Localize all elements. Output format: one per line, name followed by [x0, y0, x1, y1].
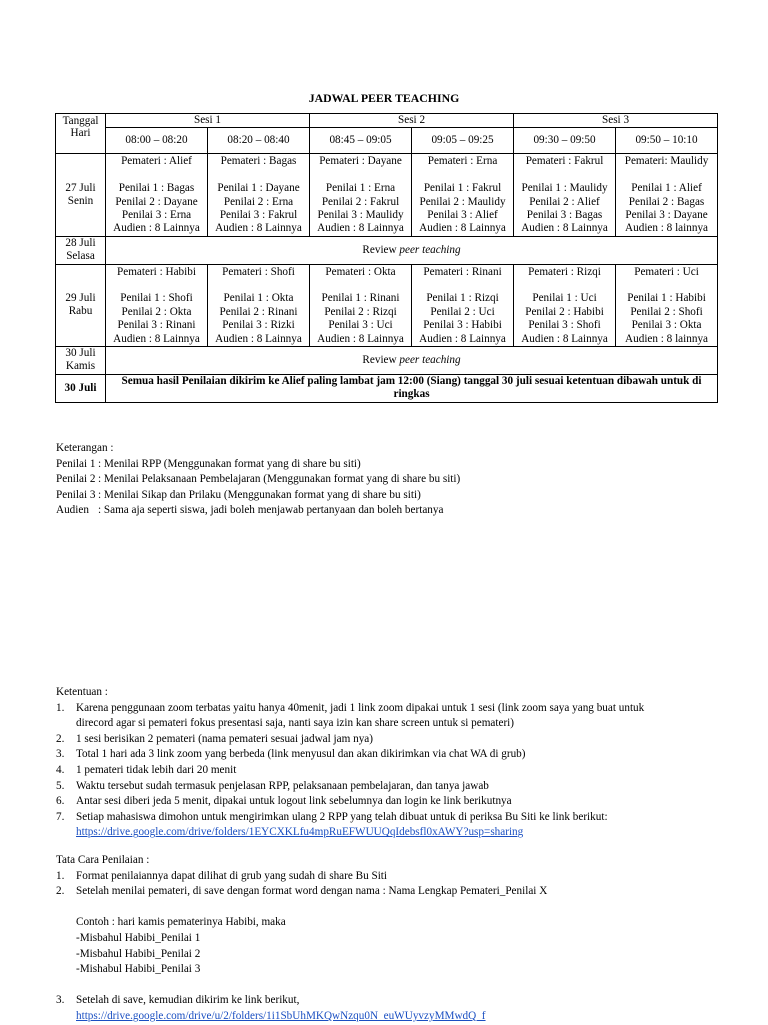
keterangan-text: : Menilai RPP (Menggunakan format yang di share bu siti) [98, 457, 361, 470]
penilai-1: Penilai 1 : Rizqi [426, 292, 499, 305]
audien: Audien : 8 Lainnya [215, 332, 302, 345]
spacer [209, 279, 308, 292]
ketentuan-item [56, 747, 746, 763]
time-slot: 08:20 – 08:40 [208, 128, 310, 154]
penilai-3: Penilai 3 : Rinani [117, 319, 196, 332]
spacer [413, 169, 512, 182]
page-title: JADWAL PEER TEACHING [308, 91, 460, 105]
audien: Audien : 8 Lainnya [419, 222, 506, 235]
keterangan-text: : Menilai Pelaksanaan Pembelajaran (Menggunakan format yang di share bu siti) [98, 473, 461, 486]
spacer [617, 279, 716, 292]
time-slot: 09:05 – 09:25 [412, 128, 514, 154]
item-number: 4. [56, 763, 65, 776]
slot-cell [106, 264, 208, 346]
pemateri: Pemateri : Erna [427, 155, 498, 168]
tata-cara-section [56, 853, 746, 1025]
keterangan-row [56, 457, 736, 473]
submission-drive-link[interactable]: https://drive.google.com/drive/u/2/folders/1i1SbUhMKQwNzqu0N_euWUyvzyMMwdQ_f [76, 1009, 486, 1022]
session-header: Sesi 1 [106, 114, 310, 128]
ketentuan-section [56, 685, 746, 841]
ketentuan-item [56, 763, 746, 779]
penilai-3: Penilai 3 : Rizki [222, 319, 295, 332]
day-cell [56, 236, 106, 264]
day-name: Selasa [66, 250, 95, 263]
item-number: 2. [56, 885, 65, 898]
contoh-line: -Misbahul Habibi_Penilai 2 [76, 947, 201, 960]
item-text: Setelah menilai pemateri, di save dengan format word dengan nama : Nama Lengkap Pemateri_Penilai X [76, 885, 548, 898]
penilai-1: Penilai 1 : Shofi [120, 292, 193, 305]
audien: Audien : 8 Lainnya [113, 332, 200, 345]
penilai-3: Penilai 3 : Erna [121, 209, 192, 222]
spacer [413, 279, 512, 292]
pemateri: Pemateri : Okta [325, 265, 396, 278]
item-text: Setelah di save, kemudian dikirim ke link berikut, [76, 994, 300, 1007]
penilai-3: Penilai 3 : Fakrul [219, 209, 298, 222]
review-em: peer teaching [399, 243, 461, 256]
penilai-2: Penilai 2 : Okta [121, 305, 192, 318]
pemateri: Pemateri : Bagas [220, 155, 297, 168]
penilai-1: Penilai 1 : Okta [223, 292, 294, 305]
review-text: Review [362, 353, 400, 366]
penilai-1: Penilai 1 : Habibi [627, 292, 706, 305]
time-slot: 08:45 – 09:05 [310, 128, 412, 154]
item-text: 1 pemateri tidak lebih dari 20 menit [76, 763, 237, 776]
penilai-3: Penilai 3 : Uci [328, 319, 393, 332]
ketentuan-item [56, 701, 746, 717]
pemateri: Pemateri : Shofi [222, 265, 295, 278]
time-slot: 08:00 – 08:20 [106, 128, 208, 154]
schedule-table [55, 113, 718, 403]
audien: Audien : 8 Lainnya [317, 222, 404, 235]
day-cell [56, 154, 106, 236]
item-number: 1. [56, 701, 65, 714]
keterangan-heading: Keterangan : [56, 442, 114, 454]
penilai-2: Penilai 2 : Maulidy [419, 195, 506, 208]
audien: Audien : 8 Lainnya [521, 222, 608, 235]
keterangan-text: : Sama aja seperti siswa, jadi boleh menjawab pertanyaan dan boleh bertanya [98, 504, 444, 517]
ketentuan-item [56, 794, 746, 810]
keterangan-row [56, 488, 736, 504]
item-text: Format penilaiannya dapat dilihat di grub yang sudah di share Bu Siti [76, 869, 388, 882]
final-date: 30 Juli [56, 374, 106, 402]
item-continuation: direcord agar si pemateri fokus presentasi saja, nanti saya izin kan share screen untuk si pemateri) [76, 717, 515, 730]
final-note: Semua hasil Penilaian dikirim ke Alief paling lambat jam 12:00 (Siang) tanggal 30 juli sesuai ketentuan dibawah untuk di ringkas [106, 374, 718, 402]
penilai-3: Penilai 3 : Okta [631, 319, 702, 332]
ketentuan-item [56, 779, 746, 795]
pemateri: Pemateri : Dayane [319, 155, 402, 168]
item-text: Total 1 hari ada 3 link zoom yang berbeda (link menyusul dan akan dikirimkan via chat WA di grub) [76, 748, 526, 761]
penilai-2: Penilai 2 : Rizqi [324, 305, 397, 318]
item-text: Antar sesi diberi jeda 5 menit, dipakai untuk logout link sebelumnya dan login ke link berikutnya [76, 795, 512, 808]
penilai-2: Penilai 2 : Bagas [628, 195, 705, 208]
slot-cell [106, 154, 208, 236]
item-text: Setiap mahasiswa dimohon untuk mengirimkan ulang 2 RPP yang telah dibuat untuk di periksa Bu Siti ke link berikut: [76, 810, 608, 823]
slot-cell [310, 154, 412, 236]
penilai-3: Penilai 3 : Shofi [528, 319, 601, 332]
time-slot: 09:50 – 10:10 [616, 128, 718, 154]
penilai-2: Penilai 2 : Uci [430, 305, 495, 318]
keterangan-label: Penilai 2 [56, 473, 96, 486]
penilai-1: Penilai 1 : Uci [532, 292, 597, 305]
pemateri: Pemateri : Alief [121, 155, 192, 168]
audien: Audien : 8 lainnya [625, 222, 709, 235]
item-number: 3. [56, 748, 65, 761]
spacer [107, 279, 206, 292]
day-date: 29 Juli [65, 291, 96, 304]
day-date: 27 Juli [65, 181, 96, 194]
session-header: Sesi 3 [514, 114, 718, 128]
penilai-1: Penilai 1 : Fakrul [423, 182, 502, 195]
tata-item [56, 884, 746, 900]
review-cell [106, 236, 718, 264]
penilai-3: Penilai 3 : Maulidy [317, 209, 404, 222]
slot-cell [616, 154, 718, 236]
ketentuan-item [56, 732, 746, 748]
audien: Audien : 8 Lainnya [113, 222, 200, 235]
penilai-3: Penilai 3 : Bagas [526, 209, 603, 222]
penilai-2: Penilai 2 : Rinani [219, 305, 298, 318]
spacer [209, 169, 308, 182]
item-number: 5. [56, 779, 65, 792]
penilai-1: Penilai 1 : Rinani [321, 292, 400, 305]
link-line [56, 1009, 746, 1025]
penilai-1: Penilai 1 : Dayane [217, 182, 300, 195]
penilai-2: Penilai 2 : Shofi [630, 305, 703, 318]
audien: Audien : 8 Lainnya [521, 332, 608, 345]
day-cell [56, 264, 106, 346]
item-number: 2. [56, 732, 65, 745]
day-cell [56, 347, 106, 375]
slot-cell [208, 264, 310, 346]
item-text: Waktu tersebut sudah termasuk penjelasan RPP, pelaksanaan pembelajaran, dan tanya jawab [76, 779, 489, 792]
item-number: 3. [56, 994, 65, 1007]
keterangan-section [56, 441, 736, 519]
rpp-drive-link[interactable]: https://drive.google.com/drive/folders/1EYCXKLfu4mpRuEFWUUQqIdebsfl0xAWY?usp=sharing [76, 826, 524, 839]
penilai-3: Penilai 3 : Dayane [625, 209, 708, 222]
time-slot: 09:30 – 09:50 [514, 128, 616, 154]
blank-line [56, 978, 746, 994]
slot-cell [208, 154, 310, 236]
session-header: Sesi 2 [310, 114, 514, 128]
contoh-line: -Misbahul Habibi_Penilai 1 [76, 931, 201, 944]
penilai-2: Penilai 2 : Habibi [525, 305, 604, 318]
contoh-line: -Mishabul Habibi_Penilai 3 [76, 963, 201, 976]
day-name: Senin [67, 195, 94, 208]
penilai-1: Penilai 1 : Maulidy [521, 182, 608, 195]
day-date: 30 Juli [65, 347, 96, 360]
item-text: 1 sesi berisikan 2 pemateri (nama pemateri sesuai jadwal jam nya) [76, 732, 373, 745]
audien: Audien : 8 lainnya [625, 332, 709, 345]
spacer [515, 169, 614, 182]
penilai-1: Penilai 1 : Bagas [118, 182, 195, 195]
keterangan-row [56, 472, 736, 488]
penilai-1: Penilai 1 : Erna [325, 182, 396, 195]
penilai-2: Penilai 2 : Alief [529, 195, 600, 208]
penilai-2: Penilai 2 : Fakrul [321, 195, 400, 208]
penilai-3: Penilai 3 : Alief [427, 209, 498, 222]
spacer [311, 169, 410, 182]
penilai-2: Penilai 2 : Erna [223, 195, 294, 208]
pemateri: Pemateri : Rinani [423, 265, 502, 278]
item-number: 6. [56, 795, 65, 808]
review-cell [106, 347, 718, 375]
day-name: Rabu [68, 305, 93, 318]
review-text: Review [362, 243, 400, 256]
tata-item [56, 869, 746, 885]
ketentuan-item [56, 810, 746, 826]
penilai-1: Penilai 1 : Alief [631, 182, 702, 195]
item-text: Karena penggunaan zoom terbatas yaitu hanya 40menit, jadi 1 link zoom dipakai untuk 1 sesi (link zoom saya yang buat untuk [76, 701, 645, 714]
review-em: peer teaching [399, 353, 461, 366]
pemateri: Pemateri : Uci [634, 265, 699, 278]
audien: Audien : 8 Lainnya [215, 222, 302, 235]
keterangan-row [56, 503, 736, 519]
ketentuan-heading: Ketentuan : [56, 686, 108, 698]
keterangan-label: Penilai 1 [56, 457, 96, 470]
tata-heading: Tata Cara Penilaian : [56, 854, 150, 866]
spacer [617, 169, 716, 182]
keterangan-label: Penilai 3 [56, 488, 96, 501]
penilai-2: Penilai 2 : Dayane [115, 195, 198, 208]
keterangan-label: Audien [56, 504, 89, 517]
day-name: Kamis [65, 360, 96, 373]
pemateri: Pemateri : Fakrul [525, 155, 604, 168]
slot-cell [616, 264, 718, 346]
audien: Audien : 8 Lainnya [419, 332, 506, 345]
link-line [56, 825, 746, 841]
date-header: Tanggal Hari [56, 114, 106, 154]
item-number: 1. [56, 869, 65, 882]
spacer [515, 279, 614, 292]
slot-cell [514, 154, 616, 236]
keterangan-text: : Menilai Sikap dan Prilaku (Menggunakan format yang di share bu siti) [98, 488, 421, 501]
slot-cell [514, 264, 616, 346]
day-date: 28 Juli [65, 236, 96, 249]
item-number: 7. [56, 810, 65, 823]
spacer [107, 169, 206, 182]
pemateri: Pemateri : Habibi [117, 265, 196, 278]
spacer [311, 279, 410, 292]
slot-cell [310, 264, 412, 346]
slot-cell [412, 154, 514, 236]
pemateri: Pemateri: Maulidy [624, 155, 709, 168]
contoh-intro: Contoh : hari kamis pematerinya Habibi, maka [76, 916, 286, 929]
pemateri: Pemateri : Rizqi [528, 265, 601, 278]
tata-item [56, 993, 746, 1009]
slot-cell [412, 264, 514, 346]
penilai-3: Penilai 3 : Habibi [423, 319, 502, 332]
blank-line [56, 900, 746, 916]
audien: Audien : 8 Lainnya [317, 332, 404, 345]
